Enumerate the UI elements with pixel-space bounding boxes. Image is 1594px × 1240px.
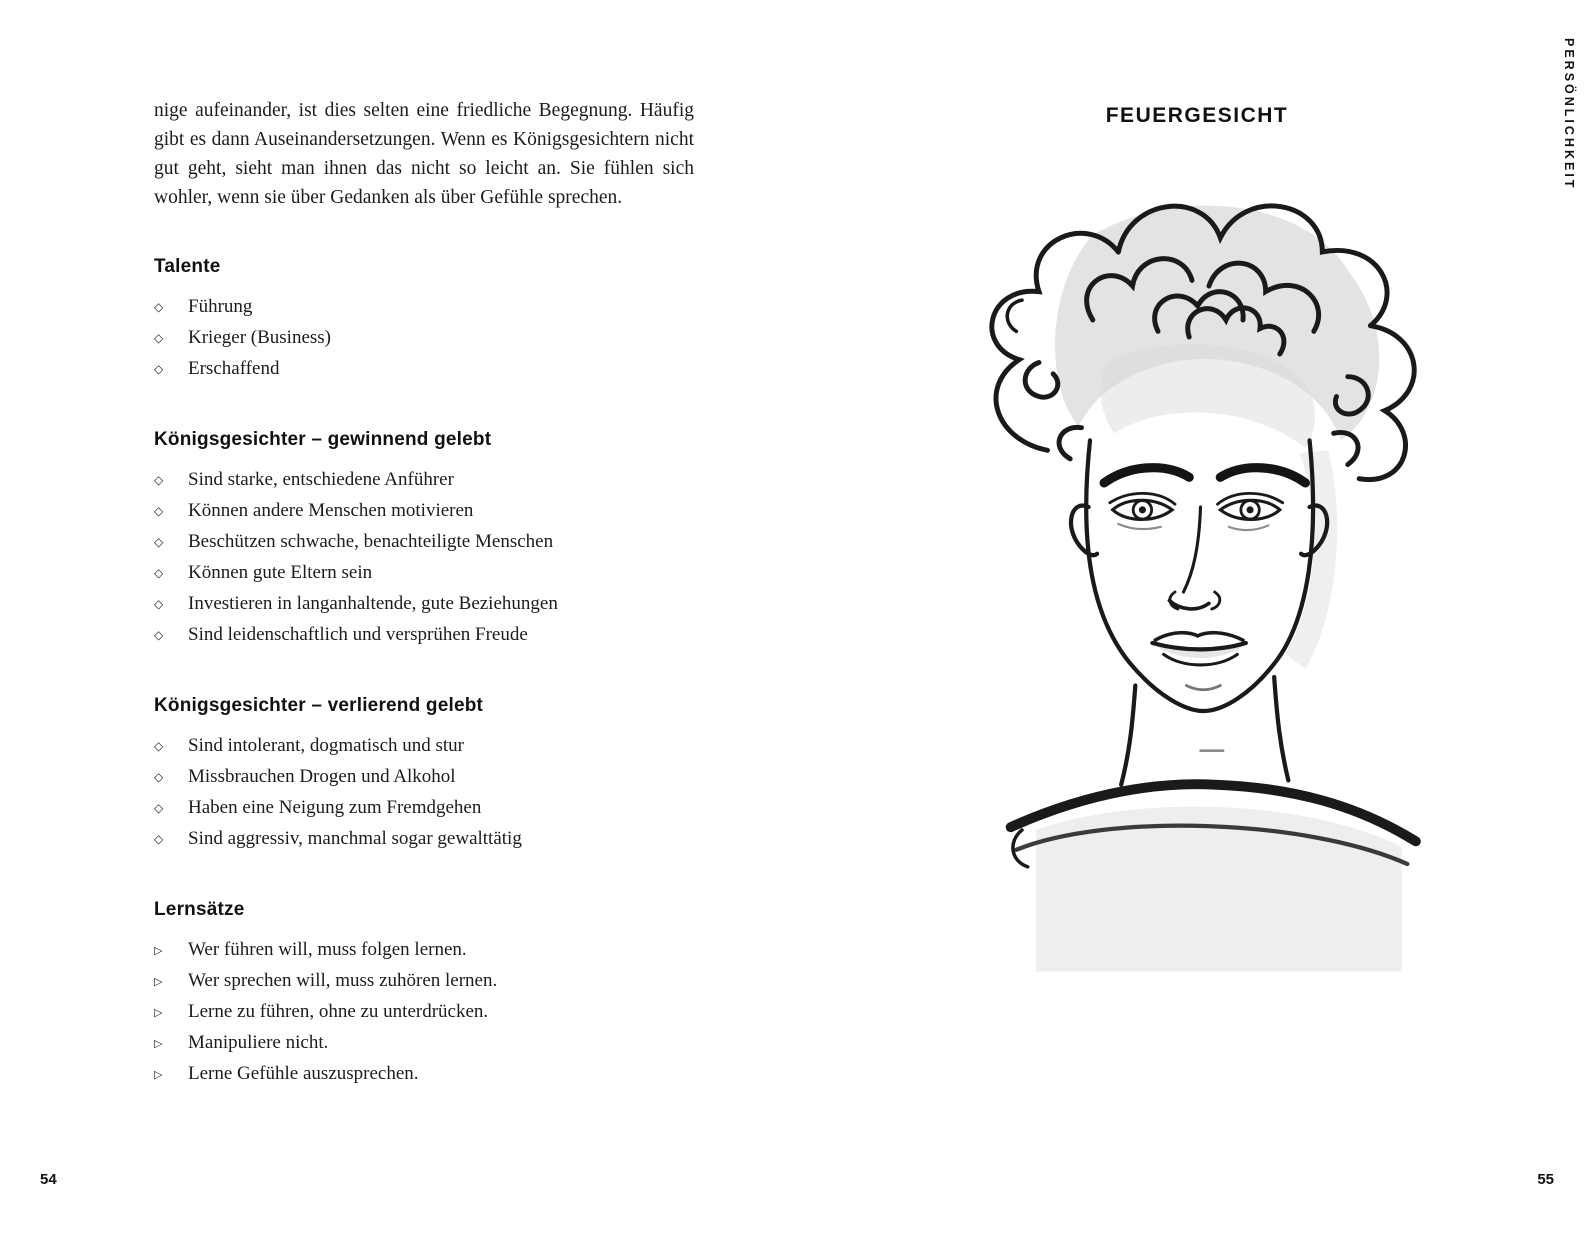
list-item (154, 935, 737, 966)
list-item-text: Sind aggressiv, manchmal sogar gewalttätig (188, 828, 522, 849)
diamond-bullet-icon: ◇ (154, 739, 164, 753)
right-page (797, 0, 1594, 1240)
intro-paragraph: nige aufeinander, ist dies selten eine friedliche Begegnung. Häufig gibt es dann Auseinandersetzungen. Wenn es Königsgesichtern nicht gut geht, sieht man ihnen das nicht so leicht an. Sie fühlen sich wohler, wenn sie über Gedanken als über Gefühle sprechen. (154, 100, 694, 208)
list-item-text: Können andere Menschen motivieren (188, 500, 474, 521)
diamond-bullet-icon: ◇ (154, 473, 164, 487)
bullet-list (154, 465, 737, 651)
list-item (154, 966, 737, 997)
list-item (154, 620, 737, 651)
section-gewinnend (154, 429, 737, 651)
diamond-bullet-icon: ◇ (154, 832, 164, 846)
mouth (1152, 633, 1246, 690)
left-eyebrow (1104, 468, 1189, 483)
bullet-list (154, 292, 737, 385)
list-item (154, 496, 737, 527)
face-sketch-svg (872, 150, 1512, 1000)
triangle-bullet-icon: ▷ (154, 1037, 163, 1050)
list-item (154, 1059, 737, 1090)
list-item (154, 1028, 737, 1059)
list-item-text: Sind leidenschaftlich und versprühen Freude (188, 624, 528, 645)
list-item (154, 731, 737, 762)
right-eyebrow (1220, 468, 1305, 483)
eyes (1110, 493, 1283, 530)
list-item (154, 354, 737, 385)
list-item-text: Sind starke, entschiedene Anführer (188, 469, 454, 490)
diamond-bullet-icon: ◇ (154, 770, 164, 784)
list-item-text: Beschützen schwache, benachteiligte Menschen (188, 531, 554, 552)
list-item-text: Haben eine Neigung zum Fremdgehen (188, 797, 482, 818)
list-item-text: Können gute Eltern sein (188, 562, 373, 583)
list-item-text: Krieger (Business) (188, 327, 331, 348)
page-number-left: 54 (40, 1171, 57, 1188)
list-item-text: Sind intolerant, dogmatisch und stur (188, 735, 465, 756)
diamond-bullet-icon: ◇ (154, 566, 164, 580)
left-ear (1071, 506, 1097, 556)
chin-line (1186, 686, 1220, 690)
triangle-bullet-icon: ▷ (154, 944, 163, 957)
section-heading: Königsgesichter – verlierend gelebt (154, 695, 484, 716)
list-item (154, 292, 737, 323)
diamond-bullet-icon: ◇ (154, 331, 164, 345)
list-item (154, 793, 737, 824)
list-item (154, 465, 737, 496)
list-item (154, 824, 737, 855)
list-item (154, 589, 737, 620)
nose (1169, 507, 1219, 609)
left-pupil (1139, 506, 1146, 513)
diamond-bullet-icon: ◇ (154, 801, 164, 815)
eyebrows (1104, 468, 1305, 483)
list-item-text: Wer führen will, muss folgen lernen. (188, 939, 467, 960)
bullet-list (154, 731, 737, 855)
diamond-bullet-icon: ◇ (154, 362, 164, 376)
diamond-bullet-icon: ◇ (154, 504, 164, 518)
triangle-bullet-icon: ▷ (154, 1006, 163, 1019)
triangle-bullet-icon: ▷ (154, 1068, 163, 1081)
bullet-list (154, 935, 737, 1090)
list-item-text: Wer sprechen will, muss zuhören lernen. (188, 970, 498, 991)
section-talente (154, 256, 737, 385)
section-heading: Lernsätze (154, 899, 245, 920)
list-item (154, 323, 737, 354)
section-heading: Talente (154, 256, 221, 277)
list-item-text: Investieren in langanhaltende, gute Beziehungen (188, 593, 558, 614)
list-item-text: Erschaffend (188, 358, 280, 379)
section-heading: Königsgesichter – gewinnend gelebt (154, 429, 492, 450)
fire-face-illustration (872, 150, 1512, 1000)
triangle-bullet-icon: ▷ (154, 975, 163, 988)
edge-label-persoenlichkeit: PERSÖNLICHKEIT (1562, 38, 1576, 191)
list-item-text: Missbrauchen Drogen und Alkohol (188, 766, 456, 787)
list-item-text: Lerne Gefühle auszusprechen. (188, 1063, 419, 1084)
list-item (154, 997, 737, 1028)
list-item (154, 762, 737, 793)
diamond-bullet-icon: ◇ (154, 300, 164, 314)
list-item-text: Führung (188, 296, 253, 317)
section-verlierend (154, 695, 737, 855)
right-pupil (1247, 506, 1254, 513)
diamond-bullet-icon: ◇ (154, 597, 164, 611)
diamond-bullet-icon: ◇ (154, 628, 164, 642)
chapter-title: FEUERGESICHT (1105, 104, 1289, 127)
list-item-text: Manipuliere nicht. (188, 1032, 329, 1053)
page-number-right: 55 (1537, 1171, 1554, 1188)
list-item (154, 558, 737, 589)
section-lernsaetze (154, 899, 737, 1090)
list-item (154, 527, 737, 558)
list-item-text: Lerne zu führen, ohne zu unterdrücken. (188, 1001, 489, 1022)
diamond-bullet-icon: ◇ (154, 535, 164, 549)
